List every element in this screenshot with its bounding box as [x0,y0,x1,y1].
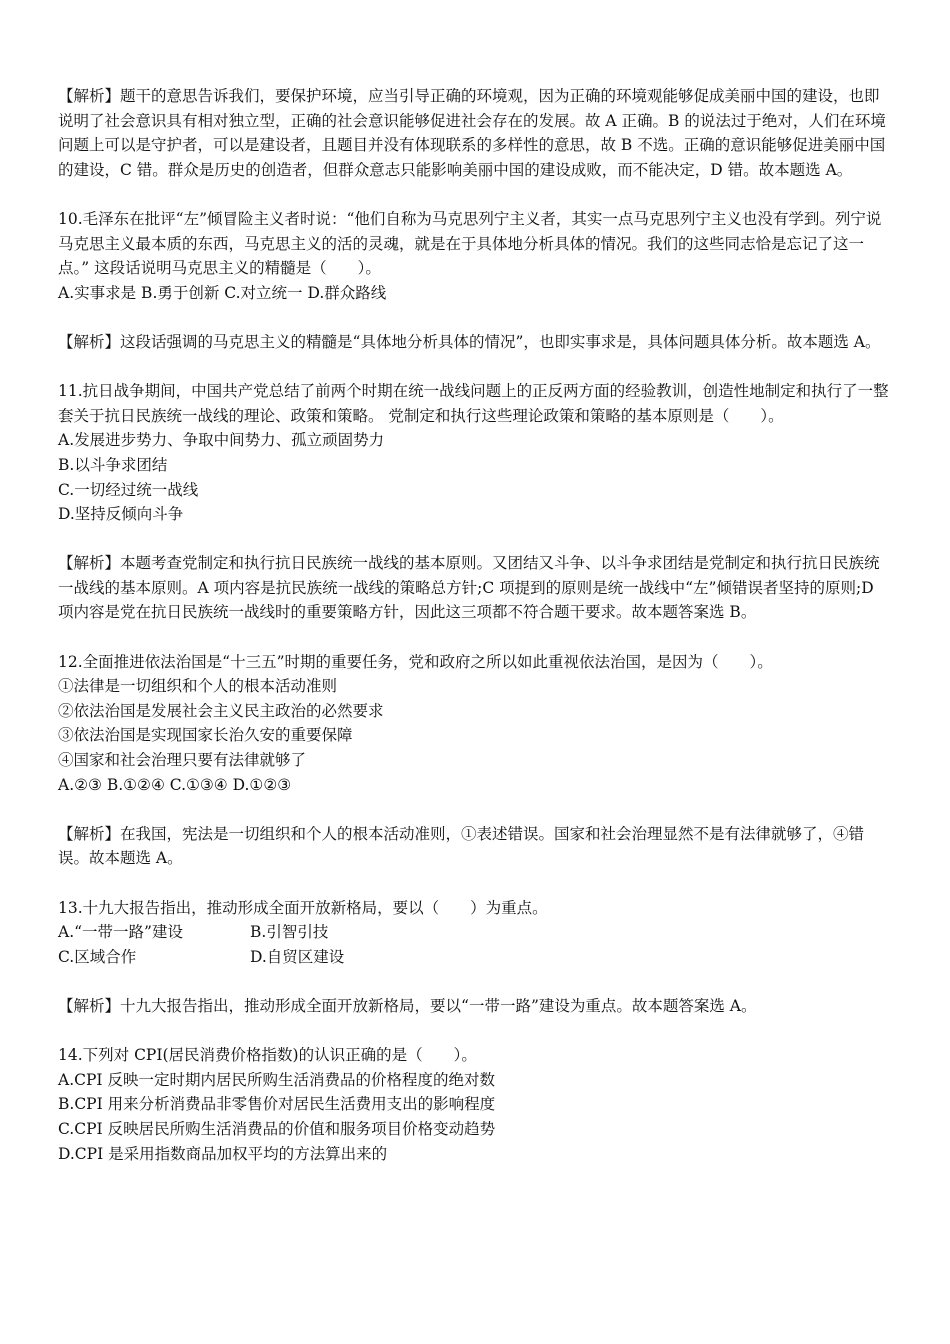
q12-item-1: ①法律是一切组织和个人的根本活动准则 [58,677,338,696]
q13-option-c: C.区域合作 [58,947,137,966]
q14-stem: 14.下列对 CPI(居民消费价格指数)的认识正确的是（ ）。 [58,1046,477,1065]
q12-stem: 12.全面推进依法治国是“十三五”时期的重要任务，党和政府之所以如此重视依法治国，是因为（ ）。 [58,652,773,671]
q11-option-b: B.以斗争求团结 [58,455,168,474]
q10-stem: 10.毛泽东在批评“左”倾冒险主义者时说：“他们自称为马克思列宁主义者，其实一点马克思列宁主义也没有学到。列宁说马克思主义最本质的东西，马克思主义的活的灵魂，就是在于具体地分析具体的情况。我们的这些同志恰是忘记了这一点。” 这段话说明马克思主义的精髓是（ ）。 [58,209,882,278]
q11-option-c: C.一切经过统一战线 [58,480,199,499]
q10-analysis [58,330,894,355]
document-page [58,84,894,1166]
q12-analysis-text: 在我国，宪法是一切组织和个人的根本活动准则，①表述错误。国家和社会治理显然不是有法律就够了，④错误。故本题选 A。 [58,824,865,868]
q13-option-d: D.自贸区建设 [250,947,345,966]
analysis-tag: 【解析】 [58,87,121,105]
q9-analysis [58,84,894,182]
q13-option-b: B.引智引技 [250,923,329,942]
analysis-tag: 【解析】 [58,554,121,573]
q13-analysis-text: 十九大报告指出，推动形成全面开放新格局，要以“一带一路”建设为重点。故本题答案选 A。 [120,996,757,1015]
q11-stem: 11.抗日战争期间，中国共产党总结了前两个时期在统一战线问题上的正反两方面的经验教训，创造性地制定和执行了一整套关于抗日民族统一战线的理论、政策和策略。 党制定和执行这些理论政策和策略的基本原则是（ ）。 [58,382,889,425]
q10-options: A.实事求是 B.勇于创新 C.对立统一 D.群众路线 [58,283,387,302]
q13-option-a: A.“一带一路”建设 [58,923,183,942]
q13-stem: 13.十九大报告指出，推动形成全面开放新格局，要以（ ）为重点。 [58,898,548,917]
q13-options-row-2 [58,945,894,970]
q9-analysis-text: 题干的意思告诉我们，要保护环境，应当引导正确的环境观，因为正确的环境观能够促成美丽中国的建设，也即说明了社会意识具有相对独立型，正确的社会意识能够促进社会存在的发展。故 A 正确。B 的说法过于绝对，人们在环境问题上可以是守护者，可以是建设者，且题目并没有体现联系的多样性的意思，故 B 不选。正确的意识能够促进美丽中国的建设，C 错。群众是历史的创造者，但群众意志只能影响美丽中国的建设成败，而不能决定，D 错。故本题选 A。 [58,87,886,179]
q13-options-row-1 [58,920,894,945]
q12-item-2: ②依法治国是发展社会主义民主政治的必然要求 [58,701,384,720]
q12-item-3: ③依法治国是实现国家长治久安的重要保障 [58,726,353,745]
q14-option-c: C.CPI 反映居民所购生活消费品的价值和服务项目价格变动趋势 [58,1119,496,1138]
q14-option-a: A.CPI 反映一定时期内居民所购生活消费品的价格程度的绝对数 [58,1070,495,1089]
q11-option-d: D.坚持反倾向斗争 [58,505,184,524]
q11-option-a: A.发展进步势力、争取中间势力、孤立顽固势力 [58,431,385,450]
q12-item-4: ④国家和社会治理只要有法律就够了 [58,751,307,770]
analysis-tag: 【解析】 [58,996,121,1015]
q11-analysis [58,551,894,625]
q13-analysis [58,994,894,1019]
q10-analysis-text: 这段话强调的马克思主义的精髓是“具体地分析具体的情况”，也即实事求是，具体问题具体分析。故本题选 A。 [120,332,881,351]
analysis-tag: 【解析】 [58,332,121,351]
q11-analysis-text: 本题考查党制定和执行抗日民族统一战线的基本原则。又团结又斗争、以斗争求团结是党制定和执行抗日民族统一战线的基本原则。A 项内容是抗民族统一战线的策略总方针;C 项提到的原则是统一战线中“左”倾错误者坚持的原则;D 项内容是党在抗日民族统一战线时的重要策略方针，因此这三项都不符合题干要求。故本题答案选 B。 [58,554,880,622]
q14-option-b: B.CPI 用来分析消费品非零售价对居民生活费用支出的影响程度 [58,1095,496,1114]
analysis-tag: 【解析】 [58,824,121,843]
q12-analysis [58,822,894,871]
q12-options: A.②③ B.①②④ C.①③④ D.①②③ [58,775,292,794]
q14-option-d: D.CPI 是采用指数商品加权平均的方法算出来的 [58,1144,388,1163]
